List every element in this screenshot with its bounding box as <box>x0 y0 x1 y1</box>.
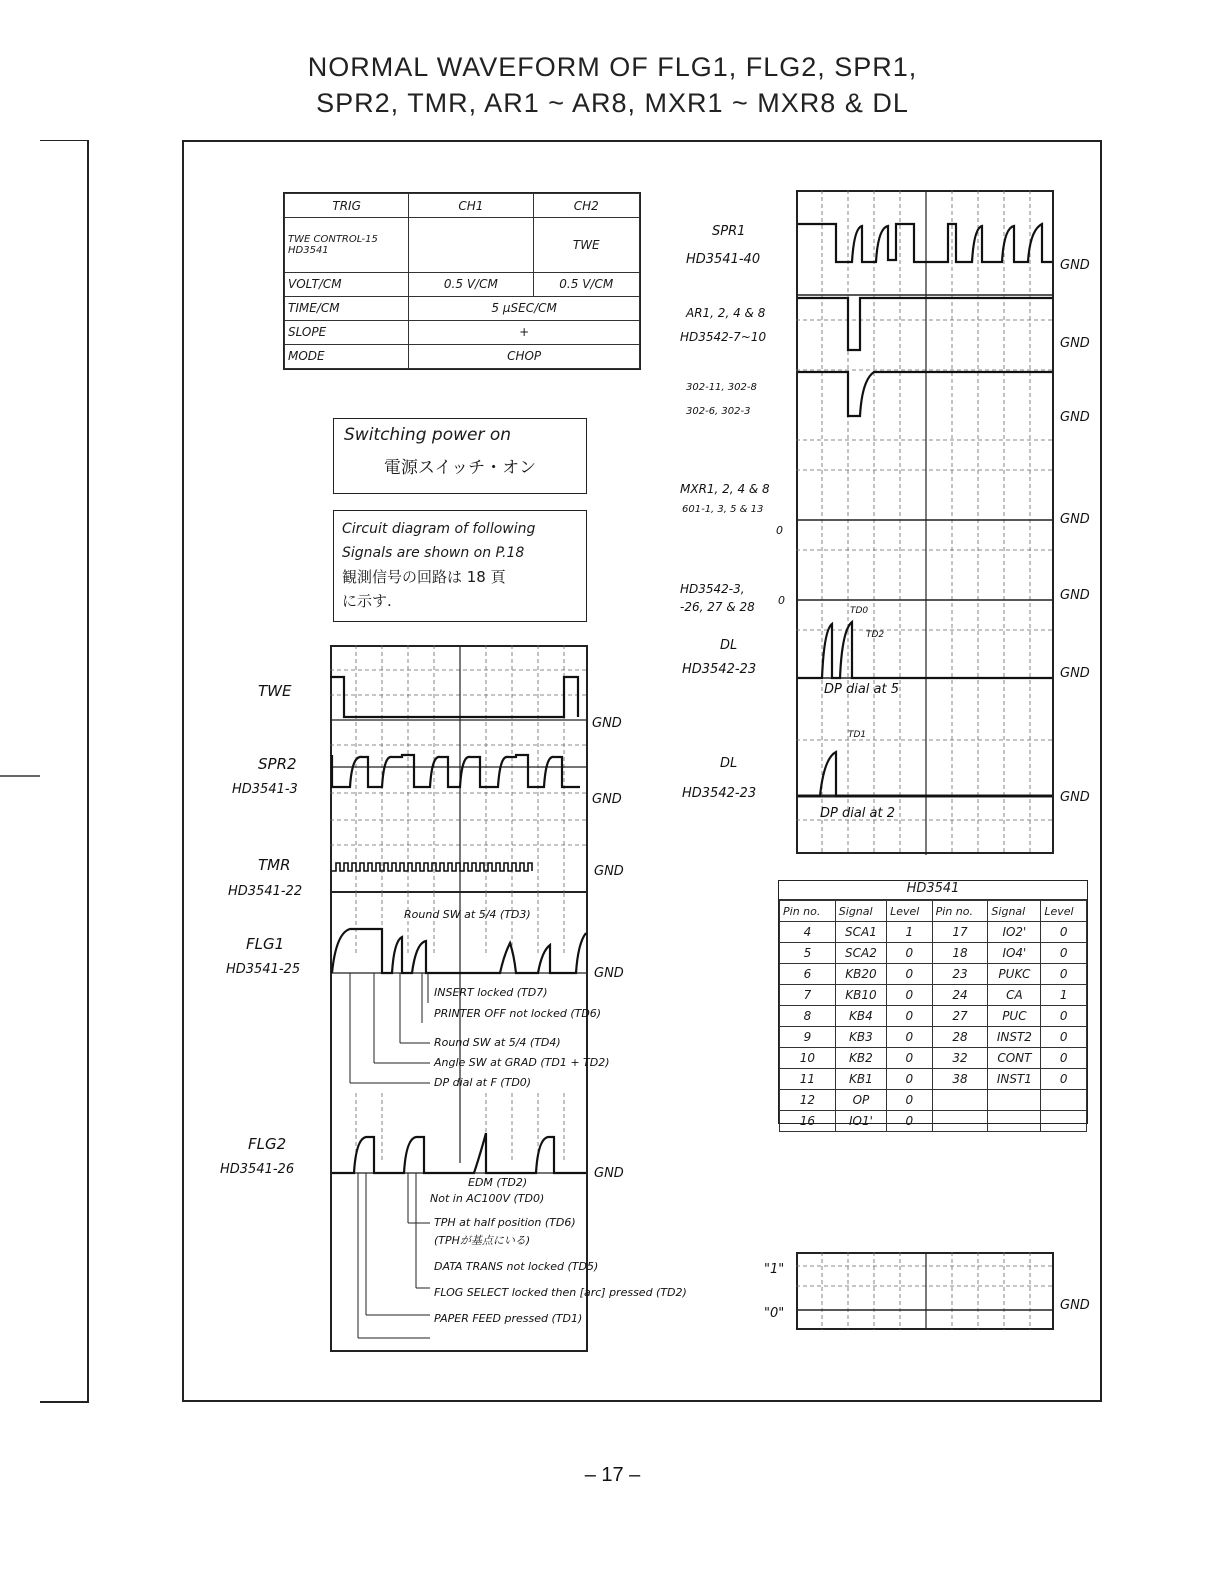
pin-table-cell: 0 <box>887 1090 933 1111</box>
pin-table-cell: KB1 <box>835 1069 886 1090</box>
flg1-note-printer: PRINTER OFF not locked (TD6) <box>434 1007 602 1020</box>
table-row <box>780 1069 1087 1090</box>
label-twe: TWE <box>258 682 292 700</box>
scope-grid-twe-spr2-tmr <box>330 645 590 893</box>
pin-table-cell: 0 <box>887 943 933 964</box>
dl-2-td1: TD1 <box>848 730 867 740</box>
scope-grid-logic-levels <box>796 1252 1058 1332</box>
switching-power-note <box>333 418 587 494</box>
table-row <box>780 1048 1087 1069</box>
table-row <box>780 985 1087 1006</box>
flg2-note-not-ac: Not in AC100V (TD0) <box>430 1192 545 1205</box>
pin-table-cell: 0 <box>1041 922 1087 943</box>
pin-table-cell: KB4 <box>835 1006 886 1027</box>
gnd-dl-1: GND <box>1060 666 1090 681</box>
label-tmr: TMR <box>258 856 291 874</box>
pin-table-header-3: Pin no. <box>932 901 988 922</box>
settings-time-label: TIME/CM <box>285 296 409 320</box>
pin-table-cell: 7 <box>780 985 836 1006</box>
flg2-note-tph-jp: (TPHが基点にいる) <box>434 1234 531 1247</box>
label-mxr: MXR1, 2, 4 & 8 <box>680 482 770 496</box>
binding-margin-marks <box>0 140 100 1430</box>
label-flg1-pin: HD3541-25 <box>226 962 301 977</box>
pin-table-cell: SCA1 <box>835 922 886 943</box>
settings-slope-value: + <box>409 320 640 344</box>
pin-table-cell: 5 <box>780 943 836 964</box>
page-title-line-1: NORMAL WAVEFORM OF FLG1, FLG2, SPR1, <box>307 52 918 82</box>
label-mxr-pin-1: HD3542-3, <box>680 582 745 596</box>
flg1-note-insert: INSERT locked (TD7) <box>434 986 548 999</box>
label-spr2-pin: HD3541-3 <box>232 782 298 797</box>
pin-table-cell: 27 <box>932 1006 988 1027</box>
label-mxr-pin-2: -26, 27 & 28 <box>680 600 755 614</box>
flg2-note-flog: FLOG SELECT locked then [arc] pressed (TD2) <box>434 1286 687 1299</box>
pin-table-cell <box>1041 1090 1087 1111</box>
settings-header-ch2: CH2 <box>533 194 640 218</box>
pin-table-cell: PUKC <box>988 964 1041 985</box>
pin-table-cell: IO2' <box>988 922 1041 943</box>
page-title-line-2: SPR2, TMR, AR1 ~ AR8, MXR1 ~ MXR8 & DL <box>316 88 909 118</box>
pin-table-cell: 24 <box>932 985 988 1006</box>
pin-table-cell: PUC <box>988 1006 1041 1027</box>
pin-table-cell <box>1041 1111 1087 1132</box>
label-mxr-zero-2: 0 <box>778 594 785 607</box>
dl-1-caption: DP dial at 5 <box>824 682 900 697</box>
gnd-spr1: GND <box>1060 258 1090 273</box>
pin-table-cell: 0 <box>1041 943 1087 964</box>
pin-table-cell: 17 <box>932 922 988 943</box>
label-dl-1: DL <box>720 638 738 653</box>
pin-table-cell: SCA2 <box>835 943 886 964</box>
pin-table-cell <box>988 1111 1041 1132</box>
pin-table-cell: 10 <box>780 1048 836 1069</box>
pin-table-cell: 16 <box>780 1111 836 1132</box>
dl-2-caption: DP dial at 2 <box>820 806 896 821</box>
pin-table-header-2: Level <box>887 901 933 922</box>
pin-table-hd3541 <box>778 880 1088 1128</box>
logic-level-0-label: "0" <box>764 1306 785 1321</box>
pin-table-cell: 1 <box>1041 985 1087 1006</box>
pin-table-cell: 4 <box>780 922 836 943</box>
dl-1-td0: TD0 <box>850 606 869 616</box>
settings-header-ch1: CH1 <box>409 194 533 218</box>
label-spr1-pin: HD3541-40 <box>686 252 761 267</box>
label-flg1: FLG1 <box>246 935 285 953</box>
gnd-logic: GND <box>1060 1298 1090 1313</box>
pin-table-cell: 0 <box>1041 1048 1087 1069</box>
scope-grid-spr1-ar-mxr-dl <box>796 190 1058 855</box>
pin-table-cell <box>988 1090 1041 1111</box>
pin-table-cell: 0 <box>1041 1027 1087 1048</box>
pin-table-cell: 0 <box>1041 964 1087 985</box>
pin-table-cell: 0 <box>887 1111 933 1132</box>
settings-time-value: 5 μSEC/CM <box>409 296 640 320</box>
pin-table-cell: 11 <box>780 1069 836 1090</box>
pin-table-cell <box>932 1111 988 1132</box>
gnd-ar: GND <box>1060 336 1090 351</box>
pin-table-header-5: Level <box>1041 901 1087 922</box>
gnd-ar-sub: GND <box>1060 410 1090 425</box>
flg2-note-tph: TPH at half position (TD6) <box>434 1216 576 1229</box>
table-row <box>780 922 1087 943</box>
settings-volt-ch1: 0.5 V/CM <box>409 272 533 296</box>
pin-table-cell: OP <box>835 1090 886 1111</box>
gnd-flg1: GND <box>594 966 624 981</box>
settings-mode-label: MODE <box>285 344 409 368</box>
gnd-tmr: GND <box>594 864 624 879</box>
table-row <box>780 1090 1087 1111</box>
pin-table-cell: 0 <box>887 1048 933 1069</box>
gnd-spr2: GND <box>592 792 622 807</box>
pin-table-cell: KB3 <box>835 1027 886 1048</box>
pin-table-cell: 0 <box>887 1006 933 1027</box>
switching-note-japanese: 電源スイッチ・オン <box>383 458 537 478</box>
pin-table-cell: INST2 <box>988 1027 1041 1048</box>
label-ar-sub1: 302-11, 302-8 <box>686 382 757 393</box>
pin-table-cell: 38 <box>932 1069 988 1090</box>
pin-table-cell: 23 <box>932 964 988 985</box>
pin-table-cell: 12 <box>780 1090 836 1111</box>
label-dl-2-pin: HD3542-23 <box>682 786 757 801</box>
pin-table-cell: IO4' <box>988 943 1041 964</box>
pin-table-cell: 1 <box>887 922 933 943</box>
pin-table-title: HD3541 <box>779 881 1087 900</box>
pin-table-cell: CONT <box>988 1048 1041 1069</box>
label-tmr-pin: HD3541-22 <box>228 884 303 899</box>
flg1-note-dp: DP dial at F (TD0) <box>434 1076 532 1089</box>
pin-table-cell: 0 <box>1041 1006 1087 1027</box>
pin-table-cell: 0 <box>1041 1069 1087 1090</box>
gnd-dl-2: GND <box>1060 790 1090 805</box>
circuit-note-en-1: Circuit diagram of following <box>342 521 536 537</box>
circuit-note-jp-1: 観測信号の回路は 18 頁 <box>342 568 506 586</box>
label-spr2: SPR2 <box>258 755 297 773</box>
flg1-note-round-top: Round SW at 5/4 (TD3) <box>404 908 531 921</box>
label-spr1: SPR1 <box>712 224 746 239</box>
flg2-note-paper: PAPER FEED pressed (TD1) <box>434 1312 583 1325</box>
gnd-flg2: GND <box>594 1166 624 1181</box>
page-number: – 17 – <box>584 1464 641 1486</box>
pin-table-cell <box>932 1090 988 1111</box>
pin-table-cell: 6 <box>780 964 836 985</box>
pin-table-cell: 32 <box>932 1048 988 1069</box>
pin-table-cell: KB10 <box>835 985 886 1006</box>
gnd-mxr: GND <box>1060 512 1090 527</box>
pin-table-cell: 8 <box>780 1006 836 1027</box>
pin-table-cell: 9 <box>780 1027 836 1048</box>
pin-table-cell: 28 <box>932 1027 988 1048</box>
gnd-twe: GND <box>592 716 622 731</box>
scope-settings-table <box>283 192 641 370</box>
settings-trig-source: TWE CONTROL-15 HD3541 <box>285 218 409 273</box>
circuit-note-jp-2: に示す. <box>342 592 392 610</box>
label-ar-sub2: 302-6, 302-3 <box>686 406 751 417</box>
label-flg2: FLG2 <box>248 1135 287 1153</box>
label-dl-1-pin: HD3542-23 <box>682 662 757 677</box>
pin-table-header-1: Signal <box>835 901 886 922</box>
settings-slope-label: SLOPE <box>285 320 409 344</box>
flg2-note-edm: EDM (TD2) <box>468 1176 528 1189</box>
dl-1-td2: TD2 <box>866 630 885 640</box>
pin-table-header-4: Signal <box>988 901 1041 922</box>
label-dl-2: DL <box>720 756 738 771</box>
switching-note-english: Switching power on <box>344 425 512 445</box>
settings-trig-ch2: TWE <box>533 218 640 273</box>
settings-trig-ch1 <box>409 218 533 273</box>
pin-table-cell: 0 <box>887 985 933 1006</box>
pin-table-header-0: Pin no. <box>780 901 836 922</box>
circuit-note-en-2: Signals are shown on P.18 <box>342 545 525 561</box>
circuit-diagram-note <box>333 510 587 622</box>
table-row <box>780 1027 1087 1048</box>
settings-volt-ch2: 0.5 V/CM <box>533 272 640 296</box>
scope-grid-flg1-flg2 <box>330 893 590 1353</box>
pin-table-cell: 0 <box>887 1027 933 1048</box>
pin-table-cell: 18 <box>932 943 988 964</box>
settings-mode-value: CHOP <box>409 344 640 368</box>
logic-level-1-label: "1" <box>764 1262 785 1277</box>
pin-table-cell: KB2 <box>835 1048 886 1069</box>
label-mxr-sub: 601-1, 3, 5 & 13 <box>682 504 764 515</box>
label-ar-pin: HD3542-7~10 <box>680 330 767 344</box>
flg2-note-data: DATA TRANS not locked (TD5) <box>434 1260 599 1273</box>
settings-volt-label: VOLT/CM <box>285 272 409 296</box>
pin-table-cell: CA <box>988 985 1041 1006</box>
table-row <box>780 943 1087 964</box>
table-row <box>780 1006 1087 1027</box>
table-row <box>780 964 1087 985</box>
flg1-note-round: Round SW at 5/4 (TD4) <box>434 1036 561 1049</box>
label-mxr-zero-1: 0 <box>776 524 783 537</box>
gnd-mxr-2: GND <box>1060 588 1090 603</box>
label-ar: AR1, 2, 4 & 8 <box>686 306 766 320</box>
flg1-note-angle: Angle SW at GRAD (TD1 + TD2) <box>434 1056 610 1069</box>
pin-table-cell: KB20 <box>835 964 886 985</box>
settings-header-trig: TRIG <box>285 194 409 218</box>
pin-table-cell: INST1 <box>988 1069 1041 1090</box>
pin-table-cell: 0 <box>887 964 933 985</box>
pin-table-cell: 0 <box>887 1069 933 1090</box>
label-flg2-pin: HD3541-26 <box>220 1162 295 1177</box>
pin-table-cell: IO1' <box>835 1111 886 1132</box>
table-row <box>780 1111 1087 1132</box>
